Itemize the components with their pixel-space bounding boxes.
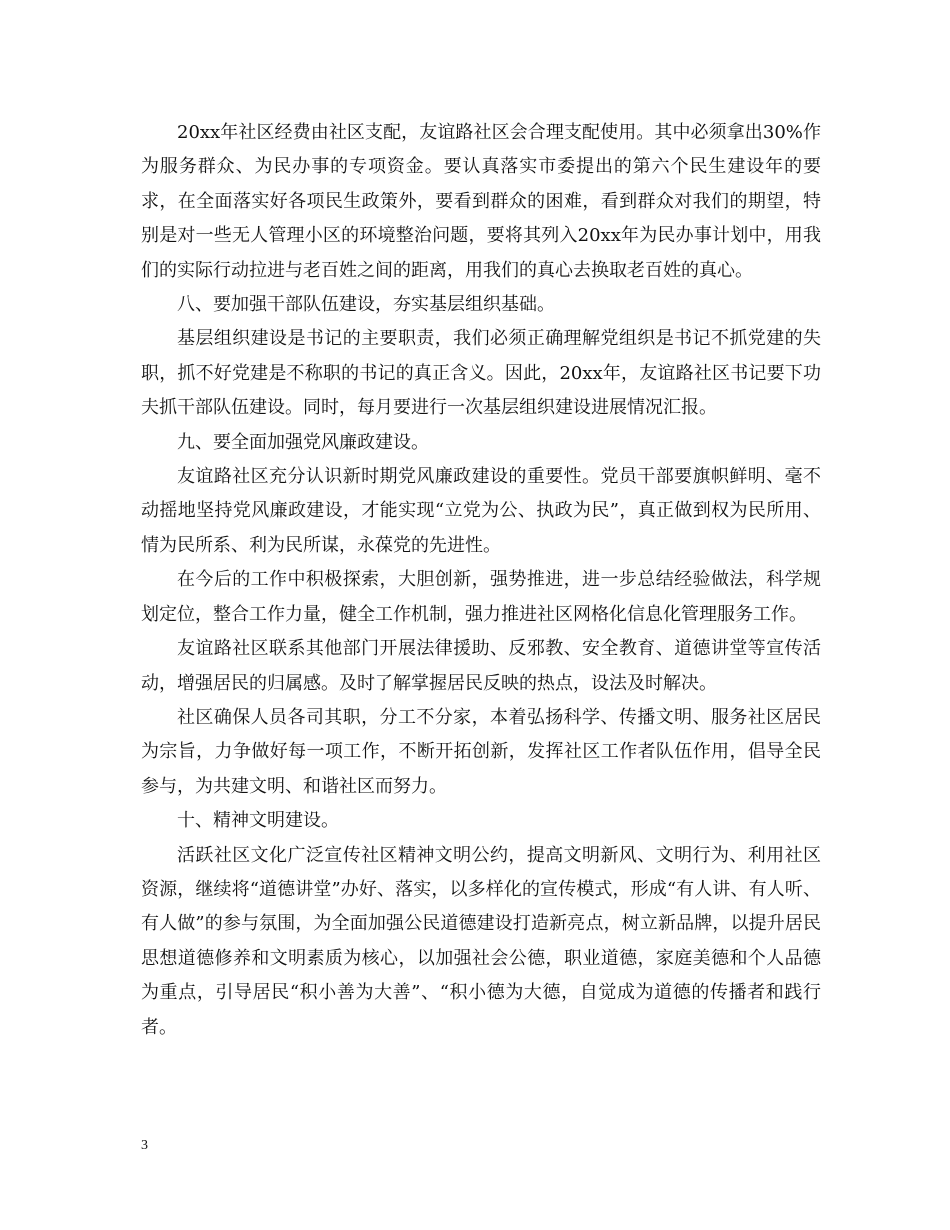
document-body (141, 116, 821, 1045)
paragraph-funding: 20xx年社区经费由社区支配，友谊路社区会合理支配使用。其中必须拿出30%作为服务群众、为民办事的专项资金。要认真落实市委提出的第六个民生建设年的要求，在全面落实好各项民生政策外，要看到群众的困难，看到群众对我们的期望，特别是对一些无人管理小区的环境整治问题，要将其列入20xx年为民办事计划中，用我们的实际行动拉进与老百姓之间的距离，用我们的真心去换取老百姓的真心。 (141, 122, 821, 281)
paragraph-innovation: 在今后的工作中积极探索，大胆创新，强势推进，进一步总结经验做法，科学规划定位，整合工作力量，健全工作机制，强力推进社区网格化信息化管理服务工作。 (141, 569, 821, 625)
page-number: 3 (141, 1138, 148, 1153)
paragraph-integrity: 友谊路社区充分认识新时期党风廉政建设的重要性。党员干部要旗帜鲜明、毫不动摇地坚持党风廉政建设，才能实现“立党为公、执政为民”，真正做到权为民所用、情为民所系、利为民所谋，永葆党的先进性。 (141, 466, 821, 556)
heading-integrity: 九、要全面加强党风廉政建设。 (177, 431, 429, 453)
paragraph-staff: 社区确保人员各司其职，分工不分家，本着弘扬科学、传播文明、服务社区居民为宗旨，力争做好每一项工作，不断开拓创新，发挥社区工作者队伍作用，倡导全民参与，为共建文明、和谐社区而努力。 (141, 706, 821, 797)
paragraph-culture: 活跃社区文化广泛宣传社区精神文明公约，提高文明新风、文明行为、利用社区资源，继续将“道德讲堂”办好、落实，以多样化的宣传模式，形成“有人讲、有人听、有人做”的参与氛围，为全面加强公民道德建设打造新亮点，树立新品牌，以提升居民思想道德修养和文明素质为核心，以加强社会公德，职业道德，家庭美德和个人品德为重点，引导居民“积小善为大善”、“积小德为大德，自觉成为道德的传播者和践行者。 (141, 844, 821, 1038)
paragraph-activities: 友谊路社区联系其他部门开展法律援助、反邪教、安全教育、道德讲堂等宣传活动，增强居民的归属感。及时了解掌握居民反映的热点，设法及时解决。 (141, 638, 821, 694)
heading-civilization: 十、精神文明建设。 (177, 810, 339, 832)
heading-cadre-team: 八、要加强干部队伍建设，夯实基层组织基础。 (177, 294, 555, 316)
paragraph-grassroots: 基层组织建设是书记的主要职责，我们必须正确理解党组织是书记不抓党建的失职，抓不好党建是不称职的书记的真正含义。因此，20xx年，友谊路社区书记要下功夫抓干部队伍建设。同时，每月要进行一次基层组织建设进展情况汇报。 (141, 328, 821, 419)
